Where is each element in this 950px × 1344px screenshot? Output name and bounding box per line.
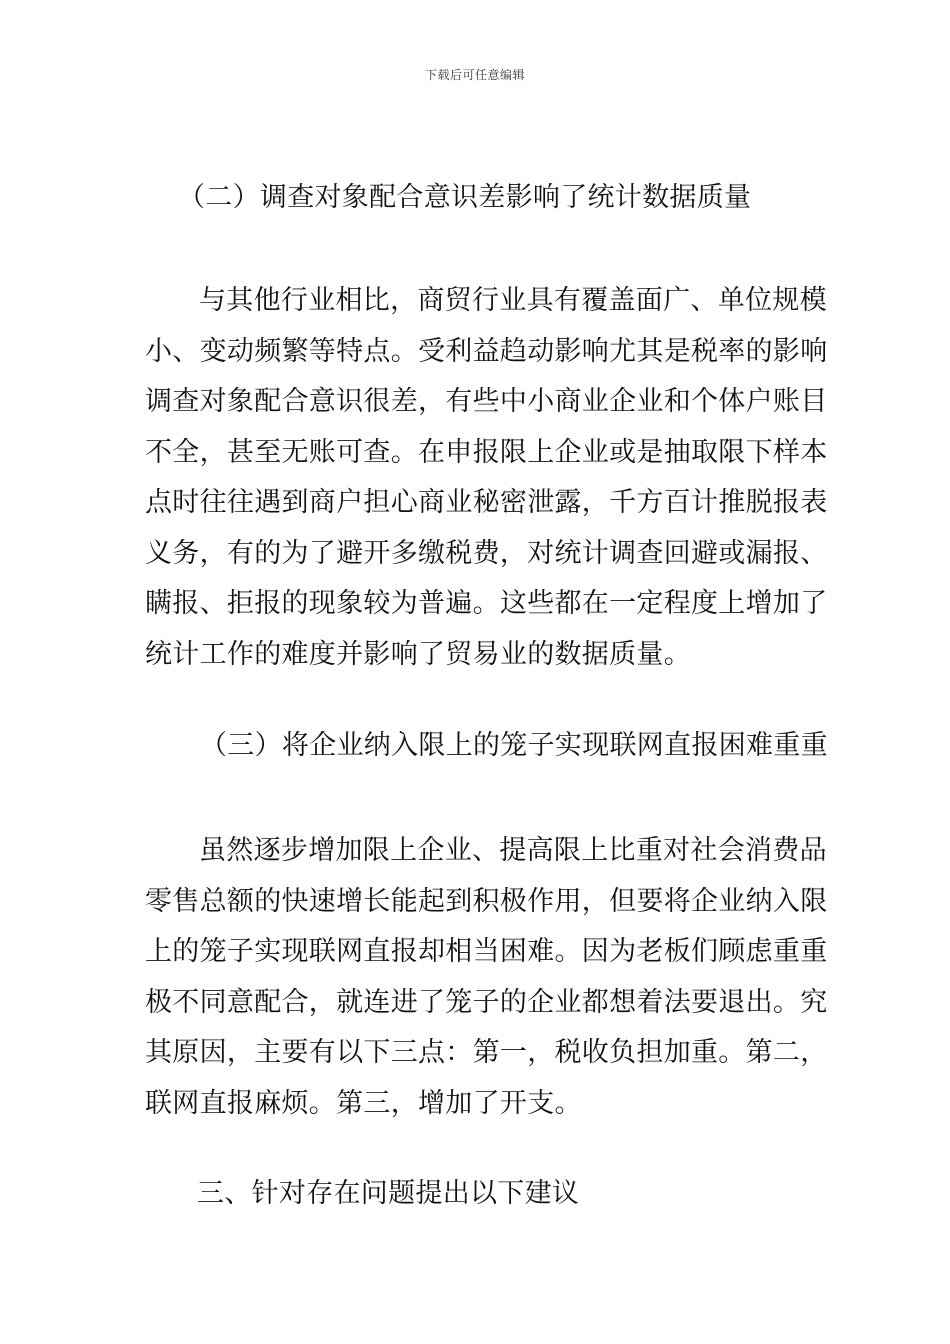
header-note: 下载后可任意编辑 — [424, 68, 525, 82]
paragraph-1 — [145, 276, 828, 680]
paragraph-line: 瞒报、拒报的现象较为普遍。这些都在一定程度上增加了 — [145, 588, 828, 619]
paragraph-line: 联网直报麻烦。第三，增加了开支。 — [145, 1087, 582, 1119]
paragraph-line: 极不同意配合，就连进了笼子的企业都想着法要退出。究 — [145, 986, 828, 1018]
paragraph-line: 调查对象配合意识很差，有些中小商业企业和个体户账目 — [145, 386, 828, 417]
subheading-3: （三）将企业纳入限上的笼子实现联网直报困难重重 — [200, 730, 828, 761]
paragraph-line: 小、变动频繁等特点。受利益趋动影响尤其是税率的影响 — [145, 335, 828, 367]
paragraph-line: 点时往往遇到商户担心商业秘密泄露，千方百计推脱报表 — [145, 487, 828, 518]
paragraph-line: 虽然逐步增加限上企业、提高限上比重对社会消费品 — [199, 835, 827, 866]
paragraph-2 — [145, 826, 828, 1129]
paragraph-line: 与其他行业相比，商贸行业具有覆盖面广、单位规模 — [199, 285, 827, 316]
paragraph-line: 零售总额的快速增长能起到积极作用，但要将企业纳入限 — [145, 885, 828, 917]
paragraph-line: 统计工作的难度并影响了贸易业的数据质量。 — [145, 638, 691, 670]
paragraph-line: 不全，甚至无账可查。在申报限上企业或是抽取限下样本 — [145, 436, 828, 468]
paragraph-line: 义务，有的为了避开多缴税费，对统计调查回避或漏报、 — [145, 537, 828, 569]
paragraph-line: 其原因，主要有以下三点：第一，税收负担加重。第二， — [145, 1037, 828, 1068]
paragraph-line: 上的笼子实现联网直报却相当困难。因为老板们顾虑重重 — [145, 936, 828, 967]
subheading-2: （二）调查对象配合意识差影响了统计数据质量 — [178, 182, 752, 213]
section-heading-3: 三、针对存在问题提出以下建议 — [197, 1178, 580, 1209]
